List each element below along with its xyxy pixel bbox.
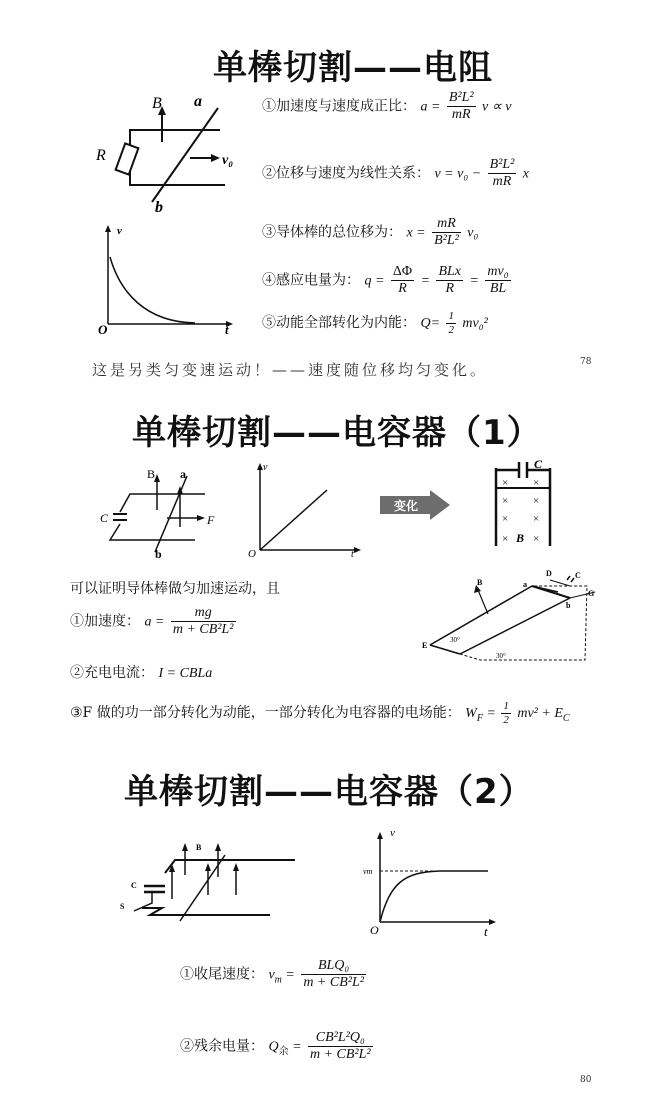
svg-text:×: × [533, 513, 540, 525]
formula-terminal-velocity: ①收尾速度： $v_m$ = $\frac{\text{BLQ₀}}{\text{m + CB²L²}}$ [180, 958, 364, 991]
label-a: a [194, 93, 202, 110]
velocity-linear-graph [245, 458, 370, 558]
svg-text:×: × [533, 495, 540, 507]
svg-text:×: × [502, 533, 509, 545]
label-B: B [152, 95, 162, 112]
incline-label-B: B [477, 578, 483, 587]
formula-cap-acceleration: ①加速度： a = $\frac{mg}{\text{m + CB²L²}}$ [70, 605, 234, 638]
label-v0: v₀ [222, 153, 234, 168]
vm-label: vm [363, 867, 373, 876]
incline-label-b: b [566, 601, 571, 610]
svg-text:×: × [533, 477, 540, 489]
section1-note: 这是另类匀变速运动！——速度随位移均匀变化。 [92, 361, 489, 379]
label-B: B [147, 467, 156, 481]
page-number-80: 80 [580, 1075, 592, 1085]
origin-label: O [98, 322, 108, 337]
incline-label-E: E [422, 641, 428, 650]
incline-label-C: C [575, 571, 581, 580]
label-b: b [155, 199, 163, 216]
incline-label-G: G [588, 589, 595, 598]
charged-capacitor-rod-diagram [110, 833, 305, 923]
label-C: C [131, 881, 137, 890]
section2-intro: 可以证明导体棒做匀加速运动，且 [70, 581, 280, 597]
label-B: B [196, 843, 202, 852]
section1-title: 单棒切割——电阻 [213, 48, 493, 88]
formula-2-position: ②位移与速度为线性关系： v = v₀ − $\frac{\text{B²L²}}{mR}$ x [262, 157, 530, 190]
formula-cap-energy: ③F 做的功一部分转化为动能，一部分转化为电容器的电场能： $W_F$ = $\frac{1}{2}$ $mv^2 + E_C$ [70, 700, 570, 726]
svg-text:×: × [533, 533, 540, 545]
incline-angle-2: 30° [496, 652, 506, 660]
rod-resistor-circuit-diagram [90, 90, 250, 215]
axis-label-v: v [390, 827, 395, 839]
formula-4-charge: ④感应电量为： q = $\frac{\Delta\Phi}{R}$ = $\frac{\text{BLx}}{R}$ = $\frac{\text{mv₀}}{BL}$ [262, 264, 509, 297]
formula-cap-current: ②充电电流： I = CBLa [70, 665, 213, 681]
label-F: F [207, 513, 215, 527]
axis-label-t: t [484, 924, 488, 939]
label-a: a [180, 467, 186, 481]
change-arrow [380, 490, 452, 520]
change-arrow-label: 变化 [394, 499, 419, 513]
origin-label: O [248, 548, 256, 560]
page-number-78: 78 [580, 357, 592, 367]
incline-label-a: a [523, 580, 527, 589]
formula-3-displacement: ③导体棒的总位移为： x = $\frac{mR}{\text{B²L²}}$ v₀ [262, 216, 479, 249]
axis-label-v: v [117, 225, 122, 237]
section3-title: 单棒切割——电容器（2） [124, 772, 534, 812]
origin-label: O [370, 923, 379, 937]
inclined-rails-diagram [420, 562, 605, 667]
rod-capacitor-circuit-diagram [95, 462, 225, 562]
terminal-velocity-graph [360, 824, 510, 939]
formula-1-acceleration: ①加速度与速度成正比： a = $\frac{\text{B²L²}}{mR}$ v ∝ v [262, 90, 512, 123]
section2-title: 单棒切割——电容器（1） [132, 413, 542, 453]
velocity-decay-graph [95, 222, 240, 337]
axis-label-v: v [263, 462, 268, 473]
label-C: C [100, 511, 109, 525]
label-b: b [155, 547, 162, 561]
axis-label-t: t [351, 549, 354, 560]
formula-5-energy: ⑤动能全部转化为内能： Q= $\frac{1}{2}$ mv₀² [262, 310, 488, 336]
label-B: B [516, 531, 525, 545]
label-R: R [96, 147, 106, 164]
axis-label-t: t [225, 322, 229, 337]
label-S: S [120, 902, 125, 911]
svg-text:×: × [502, 495, 509, 507]
capacitor-field-diagram [488, 458, 558, 550]
formula-residual-charge: ②残余电量： $Q_余$ = $\frac{\text{CB²L²Q₀}}{\text{m + CB²L²}}$ [180, 1030, 371, 1063]
svg-text:×: × [502, 513, 509, 525]
incline-label-D: D [546, 569, 552, 578]
svg-text:×: × [502, 477, 509, 489]
incline-angle-1: 30° [450, 636, 460, 644]
label-C: C [534, 457, 543, 471]
